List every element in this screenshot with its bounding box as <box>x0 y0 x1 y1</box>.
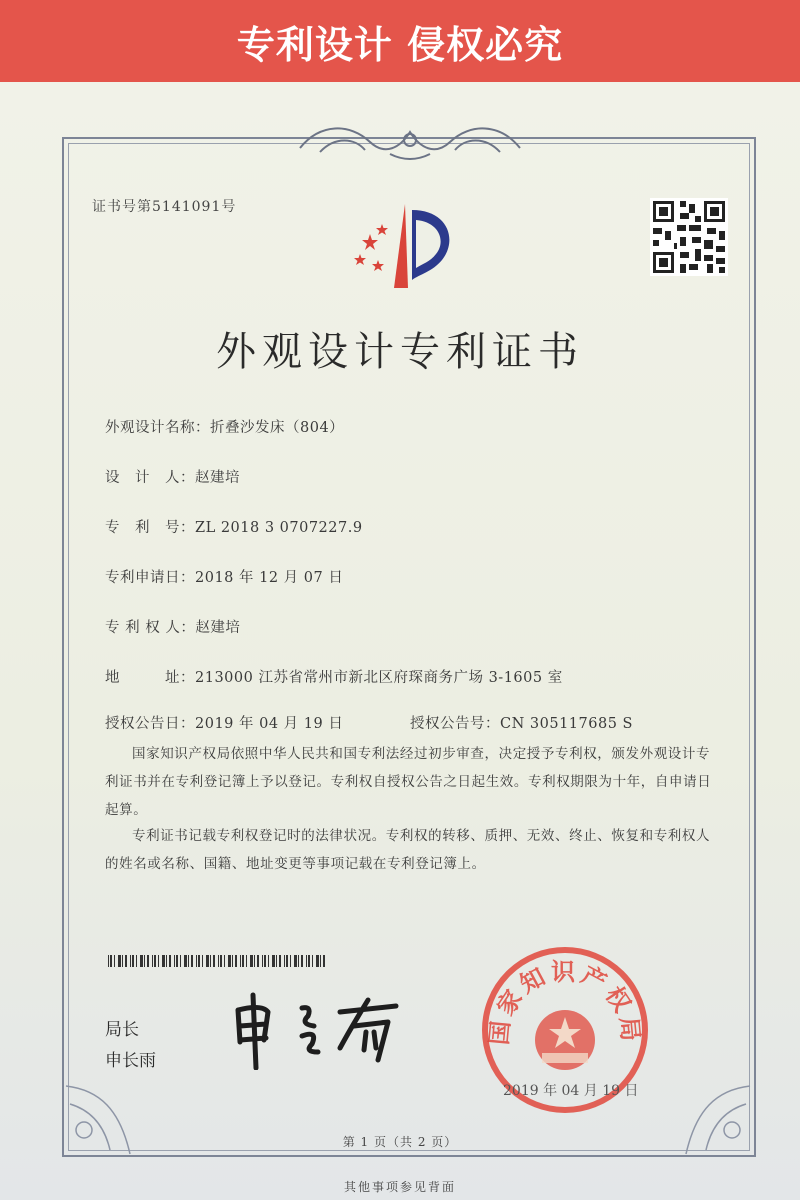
patent-number-row <box>105 516 363 537</box>
barcode-bar <box>316 955 319 967</box>
certificate-title: 外观设计专利证书 <box>216 329 584 375</box>
barcode-bar <box>294 955 297 967</box>
barcode-bar <box>235 955 237 967</box>
qr-code-icon <box>650 198 728 276</box>
barcode-bar <box>246 955 247 967</box>
signatory-name: 申长雨 <box>105 1051 156 1071</box>
filing-date-value: 2018 年 12 月 07 日 <box>195 570 344 586</box>
barcode-bar <box>284 955 285 967</box>
design-name-value: 折叠沙发床（804） <box>210 420 345 436</box>
barcode-bar <box>176 955 178 967</box>
barcode-bar <box>169 955 171 967</box>
barcode-bar <box>144 955 145 967</box>
handwritten-signature-icon <box>228 990 418 1070</box>
designer-label: 设 计 人： <box>105 470 195 486</box>
barcode-bar <box>174 955 175 967</box>
patent-number-label: 专 利 号： <box>105 520 195 536</box>
barcode-bar <box>224 955 225 967</box>
barcode-bar <box>220 955 222 967</box>
patentee-value: 赵建培 <box>195 620 241 636</box>
grant-date-row <box>105 712 343 733</box>
barcode-bar <box>276 955 277 967</box>
grant-date-label: 授权公告日： <box>105 716 195 732</box>
barcode-bar <box>320 955 321 967</box>
barcode-bar <box>132 955 134 967</box>
grant-date-value: 2019 年 04 月 19 日 <box>195 716 344 732</box>
address-value: 213000 江苏省常州市新北区府琛商务广场 3-1605 室 <box>195 670 563 686</box>
signatory-role: 局长 <box>105 1020 139 1040</box>
filing-date-label: 专利申请日： <box>105 570 195 586</box>
barcode-bar <box>108 955 109 967</box>
barcode-bar <box>130 955 131 967</box>
barcode-bar <box>213 955 215 967</box>
barcode-bar <box>254 955 255 967</box>
barcode-bar <box>268 955 269 967</box>
barcode-bar <box>180 955 181 967</box>
filing-date-row <box>105 566 343 587</box>
barcode-bar <box>218 955 219 967</box>
barcode-bar <box>272 955 275 967</box>
seal-date: 2019 年 04 月 19 日 <box>503 1083 639 1099</box>
patent-number-value: ZL 2018 3 0707227.9 <box>195 520 363 536</box>
barcode-bar <box>250 955 253 967</box>
seal-text: 国家知识产权局 <box>484 957 646 1047</box>
barcode-bar <box>312 955 313 967</box>
barcode-bar <box>286 955 288 967</box>
barcode-bar <box>262 955 263 967</box>
design-name-label: 外观设计名称： <box>105 420 210 436</box>
top-banner <box>0 0 800 82</box>
barcode-bar <box>158 955 159 967</box>
barcode-bar <box>228 955 231 967</box>
barcode-bar <box>290 955 291 967</box>
barcode-bar <box>202 955 203 967</box>
designer-value: 赵建培 <box>195 470 240 486</box>
footer-note: 其他事项参见背面 <box>343 1180 456 1194</box>
barcode-bar <box>306 955 307 967</box>
barcode-bar <box>118 955 121 967</box>
barcode-bar <box>298 955 299 967</box>
barcode-bar <box>198 955 200 967</box>
barcode-bar <box>257 955 259 967</box>
address-label: 地 址： <box>105 670 195 686</box>
barcode-bar <box>264 955 266 967</box>
barcode-bar <box>242 955 244 967</box>
certificate-paragraph-1: 国家知识产权局依照中华人民共和国专利法经过初步审查，决定授予专利权，颁发外观设计专利证书并在专利登记簿上予以登记。专利权自授权公告之日起生效。专利权期限为十年，自申请日起算。 <box>105 746 712 818</box>
barcode-bar <box>206 955 209 967</box>
barcode-icon <box>108 955 330 967</box>
grant-number-row <box>410 712 633 733</box>
barcode-bar <box>162 955 165 967</box>
barcode-bar <box>147 955 149 967</box>
barcode-bar <box>110 955 112 967</box>
barcode-bar <box>114 955 115 967</box>
ornament-top-icon <box>290 118 530 166</box>
barcode-bar <box>122 955 123 967</box>
page-number: 第 1 页（共 2 页） <box>342 1135 458 1149</box>
grant-number-value: CN 305117685 S <box>500 716 633 732</box>
barcode-bar <box>188 955 189 967</box>
barcode-bar <box>279 955 281 967</box>
certificate-number: 证书号第5141091号 <box>92 199 237 215</box>
patent-office-emblem-icon <box>350 200 460 290</box>
grant-number-label: 授权公告号： <box>410 716 500 732</box>
barcode-bar <box>191 955 193 967</box>
barcode-bar <box>196 955 197 967</box>
barcode-bar <box>140 955 143 967</box>
barcode-bar <box>240 955 241 967</box>
barcode-bar <box>136 955 137 967</box>
address-row <box>105 666 563 687</box>
barcode-bar <box>308 955 310 967</box>
patentee-label: 专 利 权 人： <box>105 620 196 636</box>
barcode-bar <box>125 955 127 967</box>
barcode-bar <box>323 955 325 967</box>
barcode-bar <box>210 955 211 967</box>
barcode-bar <box>232 955 233 967</box>
design-name-row <box>105 416 344 437</box>
barcode-bar <box>301 955 303 967</box>
barcode-bar <box>154 955 156 967</box>
barcode-bar <box>184 955 187 967</box>
patentee-row <box>105 616 240 637</box>
barcode-bar <box>152 955 153 967</box>
barcode-bar <box>166 955 167 967</box>
banner-title: 专利设计 侵权必究 <box>236 22 564 67</box>
designer-row <box>105 466 240 487</box>
certificate-paragraph-2: 专利证书记载专利权登记时的法律状况。专利权的转移、质押、无效、终止、恢复和专利权人的姓名或名称、国籍、地址变更等事项记载在专利登记簿上。 <box>105 828 711 872</box>
